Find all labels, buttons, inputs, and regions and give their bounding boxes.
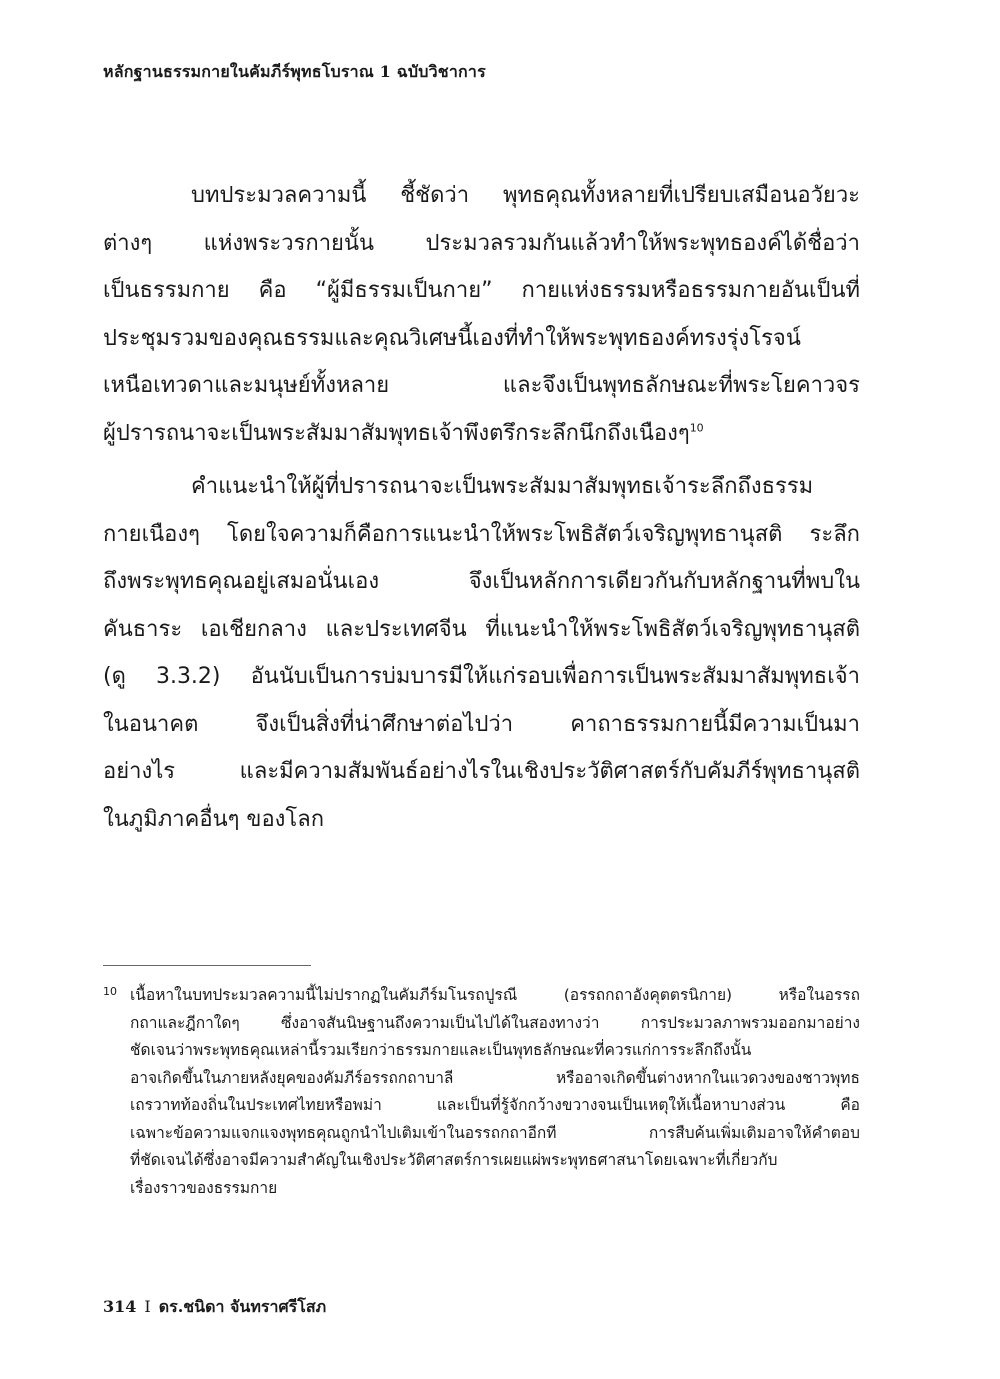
footnote-line: เรื่องราวของธรรมกาย: [130, 1178, 278, 1197]
footnote-divider: [103, 965, 311, 966]
footnote-line: เนื้อหาในบทประมวลความนี้ไม่ปรากฏในคัมภีร์มโนรถปูรณี (อรรถกถาอังคุตตรนิกาย) หรือในอรรถ: [130, 986, 860, 1004]
paragraph-line: ต่างๆ แห่งพระวรกายนั้น ประมวลรวมกันแล้วทำให้พระพุทธองค์ได้ชื่อว่า: [103, 230, 860, 256]
paragraph-line: (ดู 3.3.2) อันนับเป็นการบ่มบารมีให้แก่รอบเพื่อการเป็นพระสัมมาสัมพุทธเจ้า: [103, 664, 860, 689]
footnote-line: เฉพาะข้อความแจกแจงพุทธคุณถูกนำไปเติมเข้าในอรรถกถาอีกที การสืบค้นเพิ่มเติมอาจให้คำตอบ: [130, 1123, 860, 1142]
footnote-line: เถรวาทท้องถิ่นในประเทศไทยหรือพม่า และเป็นที่รู้จักกว้างขวางจนเป็นเหตุให้เนื้อหาบางส่วน คือ: [130, 1096, 860, 1114]
paragraph-line: ถึงพระพุทธคุณอยู่เสมอนั่นเอง จึงเป็นหลักการเดียวกันกับหลักฐานที่พบใน: [103, 569, 860, 594]
paragraph-2: [103, 463, 860, 843]
footnote-line: อาจเกิดขึ้นในภายหลังยุคของคัมภีร์อรรถกถาบาลี หรืออาจเกิดขึ้นต่างหากในแวดวงของชาวพุทธ: [130, 1068, 860, 1087]
running-header-title: หลักฐานธรรมกายในคัมภีร์พุทธโบราณ 1 ฉบับวิชาการ: [103, 62, 486, 81]
footnote-reference[interactable]: 10: [689, 421, 704, 435]
paragraph-line-with-footnote: [103, 410, 860, 458]
paragraph-line: เป็นธรรมกาย คือ “ผู้มีธรรมเป็นกาย” กายแห่งธรรมหรือธรรมกายอันเป็นที่: [103, 278, 860, 303]
footnote-number: 10: [103, 985, 117, 998]
paragraph-line: เหนือเทวดาและมนุษย์ทั้งหลาย และจึงเป็นพุทธลักษณะที่พระโยคาวจร: [103, 373, 860, 398]
footnote-line: กถาและฎีกาใดๆ ซึ่งอาจสันนิษฐานถึงความเป็นไปได้ในสองทางว่า การประมวลภาพรวมออกมาอย่าง: [130, 1013, 860, 1032]
paragraph-line: ในอนาคต จึงเป็นสิ่งที่น่าศึกษาต่อไปว่า คาถาธรรมกายนี้มีความเป็นมา: [103, 711, 860, 737]
paragraph-1: [103, 172, 860, 457]
page-number: 314: [103, 1297, 137, 1316]
running-footer: [103, 1295, 326, 1320]
paragraph-line: ในภูมิภาคอื่นๆ ของโลก: [103, 806, 325, 832]
paragraph-line: คำแนะนำให้ผู้ที่ปรารถนาจะเป็นพระสัมมาสัมพุทธเจ้าระลึกถึงธรรม: [191, 474, 814, 499]
paragraph-line: ประชุมรวมของคุณธรรมและคุณวิเศษนี้เองที่ทำให้พระพุทธองค์ทรงรุ่งโรจน์: [103, 325, 801, 351]
footer-separator: I: [144, 1297, 151, 1316]
paragraph-line: อย่างไร และมีความสัมพันธ์อย่างไรในเชิงประวัติศาสตร์กับคัมภีร์พุทธานุสติ: [103, 759, 860, 784]
paragraph-line: กายเนืองๆ โดยใจความก็คือการแนะนำให้พระโพธิสัตว์เจริญพุทธานุสติ ระลึก: [103, 521, 860, 547]
paragraph-line: คันธาระ เอเชียกลาง และประเทศจีน ที่แนะนำให้พระโพธิสัตว์เจริญพุทธานุสติ: [103, 616, 860, 642]
main-body-text: [103, 172, 860, 849]
author-name: ดร.ชนิดา จันทราศรีโสภ: [158, 1297, 327, 1316]
footnote-line: ชัดเจนว่าพระพุทธคุณเหล่านี้รวมเรียกว่าธรรมกายและเป็นพุทธลักษณะที่ควรแก่การระลึกถึงนั้น: [130, 1041, 752, 1059]
footnote-text: [130, 982, 860, 1202]
paragraph-line-text: ผู้ปรารถนาจะเป็นพระสัมมาสัมพุทธเจ้าพึงตรึกระลึกนึกถึงเนืองๆ: [103, 420, 690, 446]
footnote-line: ที่ชัดเจนได้ซึ่งอาจมีความสำคัญในเชิงประวัติศาสตร์การเผยแผ่พระพุทธศาสนาโดยเฉพาะที่เกี่ยวกับ: [130, 1151, 778, 1169]
paragraph-line: บทประมวลความนี้ ชี้ชัดว่า พุทธคุณทั้งหลายที่เปรียบเสมือนอวัยวะ: [191, 183, 860, 208]
